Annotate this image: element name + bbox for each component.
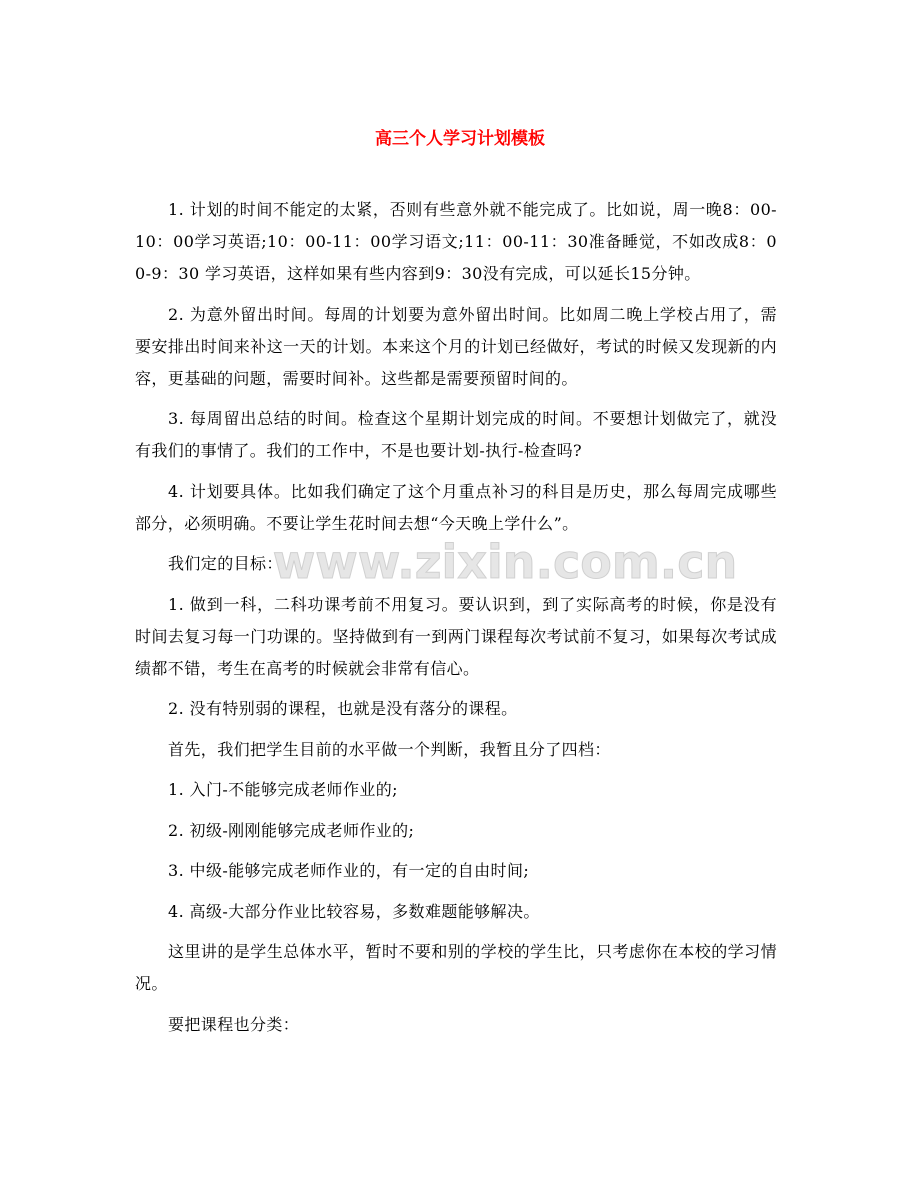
document-body — [135, 194, 777, 1049]
paragraph-overall-level-note: 这里讲的是学生总体水平，暂时不要和别的学校的学生比，只考虑你在本校的学习情况。 — [135, 942, 777, 993]
paragraph-goal-two: 2. 没有特别弱的课程，也就是没有落分的课程。 — [168, 699, 518, 718]
paragraph-level-intermediate: 3. 中级-能够完成老师作业的，有一定的自由时间; — [168, 861, 530, 880]
paragraph-plan-specific: 4. 计划要具体。比如我们确定了这个月重点补习的科目是历史，那么每周完成哪些部分，必须明确。不要让学生花时间去想“今天晚上学什么”。 — [135, 481, 777, 533]
paragraph-weekly-summary: 3. 每周留出总结的时间。检查这个星期计划完成的时间。不要想计划做完了，就没有我们的事情了。我们的工作中，不是也要计划-执行-检查吗? — [135, 409, 777, 460]
paragraph-classify-courses: 要把课程也分类： — [168, 1014, 300, 1034]
document-title: 高三个人学习计划模板 — [375, 129, 545, 149]
paragraph-leave-time-for-accidents: 2. 为意外留出时间。每周的计划要为意外留出时间。比如周二晚上学校占用了，需要安排出时间来补这一天的计划。本来这个月的计划已经做好，考试的时候又发现新的内容，更基础的问题，需要时间补。这些都是需要预留时间的。 — [135, 304, 777, 388]
paragraph-level-entry: 1. 入门-不能够完成老师作业的; — [168, 780, 398, 799]
paragraph-level-beginner: 2. 初级-刚刚能够完成老师作业的; — [168, 820, 415, 840]
paragraph-goal-one: 1. 做到一科，二科功课考前不用复习。要认识到，到了实际高考的时候，你是没有时间去复习每一门功课的。坚持做到有一到两门课程每次考试前不复习，如果每次考试成绩都不错，考生在高考的时候就会非常有信心。 — [135, 594, 777, 678]
paragraph-goals-heading: 我们定的目标： — [168, 554, 283, 573]
watermark-text: www.zixin.com.cn — [272, 535, 738, 589]
paragraph-plan-not-too-tight: 1. 计划的时间不能定的太紧，否则有些意外就不能完成了。比如说，周一晚8：00-10：00学习英语;10：00-11：00学习语文;11：00-11：30准备睡觉，不如改成8：00-9：30 学习英语，这样如果有些内容到9：30没有完成，可以延长15分钟。 — [135, 200, 777, 283]
paragraph-levels-intro: 首先，我们把学生目前的水平做一个判断，我暂且分了四档： — [168, 739, 611, 759]
paragraph-level-advanced: 4. 高级-大部分作业比较容易，多数难题能够解决。 — [168, 901, 540, 921]
